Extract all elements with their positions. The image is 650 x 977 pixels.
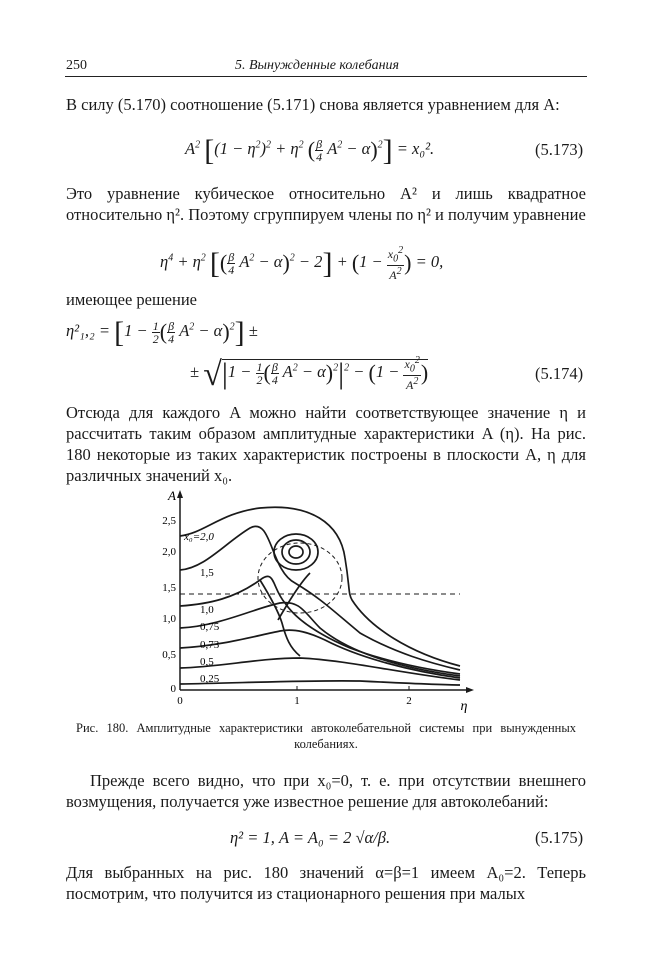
equation-5-174-line1: η²₁,₂ = [1 − $\frac{1}{2}$ ( $\frac{\beta}{4}$ $A^2 - \alpha)^2$] ±	[66, 316, 258, 349]
paragraph-amplitude: Отсюда для каждого A можно найти соответствующее значение η и рассчитать таким образом амплитудные характеристики A (η). На рис. 180 некоторые из таких характеристик построены в плоскости A, η для различных значений x₀.	[66, 403, 586, 485]
equation-number-5-173: (5.173)	[535, 140, 584, 159]
paragraph-selected-values: Для выбранных на рис. 180 значений α=β=1 имеем A₀=2. Теперь посмотрим, что получится из стационарного решения при малых	[66, 863, 586, 903]
equation-5-173-rhs: = x₀².	[396, 139, 435, 158]
equation-5-173: $A^2$ [$(1 - \eta^2)^2 + \eta^2$ ( $\frac{\beta}{4}$ $A^2 - \alpha)^2] = x_0^2$.	[185, 134, 435, 167]
paragraph-cubic: Это уравнение кубическое относительно A² и лишь квадратное относительно η². Поэтому сгруппируем члены по η² и получим уравнение	[66, 184, 586, 224]
label-x0-0-75: 0,75	[200, 621, 220, 633]
running-header-title: 5. Вынужденные колебания	[235, 58, 400, 73]
label-x0-0-73: 0,73	[200, 639, 220, 651]
label-x0-1-5: 1,5	[200, 567, 214, 579]
equation-5-174-pm-1: ±	[248, 321, 258, 340]
curve-x0-2-0	[180, 507, 460, 666]
curve-x0-0-73	[180, 630, 460, 678]
y-axis-label: A	[168, 488, 176, 503]
x-axis-label: η	[460, 699, 468, 713]
curve-x0-0-25	[180, 681, 460, 685]
label-x0-0-5: 0,5	[200, 656, 214, 668]
paragraph-autooscillations: Прежде всего видно, что при x₀=0, т. е. при отсутствии внешнего возмущения, получается уже известное решение для автоколебаний:	[66, 771, 586, 811]
y-tick-0-5: 0,5	[162, 649, 176, 661]
equation-quartic-eta: $\eta^4 + \eta^2$ [( $\frac{\beta}{4}$ $A^2 - \alpha)^2 - 2] + (1$ − $\frac{x_0^2}{A^2}$ ) = 0,	[160, 245, 444, 283]
x-tick-1: 1	[294, 695, 300, 707]
y-tick-1-0: 1,0	[162, 613, 176, 625]
label-x0-2-0: x₀=2,0	[184, 531, 214, 543]
page-number: 250	[66, 58, 87, 73]
y-axis-arrow	[177, 490, 183, 498]
y-tick-2-5: 2,5	[162, 515, 176, 527]
closed-loop-inner	[289, 546, 303, 558]
equation-5-175: η² = 1, A = A₀ = 2 √α/β.	[230, 828, 391, 847]
equation-5-174-lhs: η²₁,₂ =	[66, 321, 110, 340]
y-tick-0: 0	[170, 683, 176, 695]
paragraph-solution-lead: имеющее решение	[66, 290, 197, 309]
y-tick-1-5: 1,5	[162, 582, 176, 594]
label-x0-1-0: 1,0	[200, 604, 214, 616]
x-axis-arrow	[466, 687, 474, 693]
equation-quartic-tail: = 0,	[415, 251, 444, 271]
equation-number-5-175: (5.175)	[535, 828, 584, 847]
x-tick-0: 0	[177, 695, 183, 707]
x-tick-2: 2	[406, 695, 412, 707]
paragraph-intro: В силу (5.170) соотношение (5.171) снова является уравнением для A:	[66, 95, 560, 114]
equation-5-174-line2: ± √|1 − $\frac{1}{2}$ ( $\frac{\beta}{4}$ $A^2 - \alpha)^2|^2 - (1$ − $\frac{x_0^2}{A^2}$ )	[190, 355, 429, 393]
header-rule	[65, 76, 587, 77]
figure-180	[160, 488, 490, 713]
y-tick-2-0: 2,0	[162, 546, 176, 558]
figure-caption: Рис. 180. Амплитудные характеристики автоколебательной системы при вынужденных колебаниях.	[76, 721, 576, 751]
equation-5-174-pm-2: ±	[190, 361, 200, 381]
label-x0-0-25: 0,25	[200, 673, 220, 685]
equation-number-5-174: (5.174)	[535, 364, 584, 383]
